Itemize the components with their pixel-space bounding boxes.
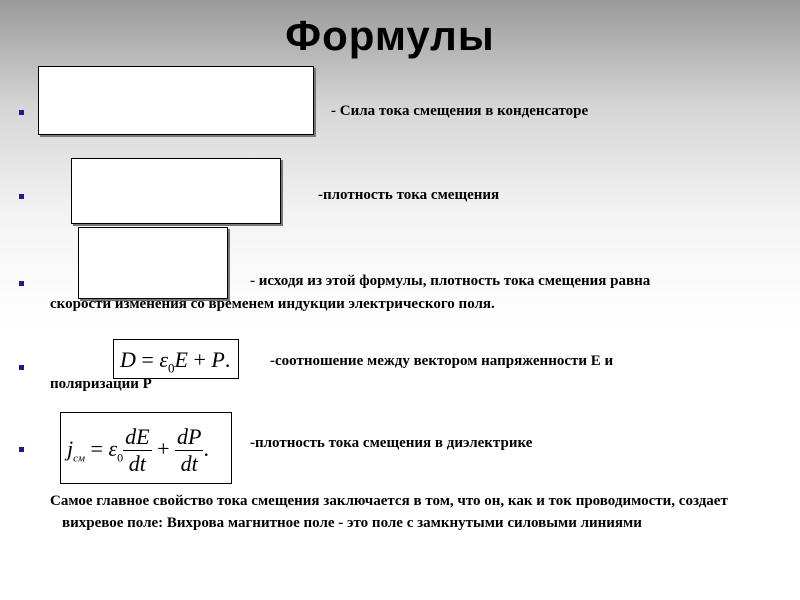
formula-5 (60, 412, 232, 484)
formula-5-den-1: dt (128, 451, 146, 477)
formula-4-eq: = (141, 347, 154, 372)
item-4-text-cont: поляризации Р (50, 376, 152, 392)
formula-4-eps-sub: 0 (167, 360, 175, 376)
formula-5-j: j (67, 436, 74, 461)
formula-5-num-2: dP (177, 424, 202, 450)
bullet-2 (19, 194, 24, 199)
formula-5-eq: = (90, 436, 103, 461)
slide-title: Формулы (285, 12, 495, 59)
formula-5-eps-sub: 0 (117, 450, 124, 465)
bullet-1 (19, 110, 24, 115)
formula-5-j-sub: cм (73, 452, 86, 465)
formula-5-frac-2 (175, 424, 203, 477)
formula-4-d: D (120, 347, 136, 372)
formula-1-box (38, 66, 314, 135)
formula-4-e: E (174, 347, 188, 372)
formula-5-plus: + (157, 436, 170, 461)
formula-4-eps: ε (159, 347, 168, 372)
item-5-text: -плотность тока смещения в диэлектрике (250, 435, 533, 451)
formula-5-den-2: dt (180, 451, 198, 477)
formula-5-eps: ε (108, 436, 118, 461)
item-3-text-cont: скорости изменения со временем индукции электрического поля. (50, 296, 495, 312)
item-2-text: -плотность тока смещения (318, 187, 500, 203)
item-3-text: - исходя из этой формулы, плотность тока смещения равна (250, 273, 651, 289)
formula-4-plus: + (193, 347, 206, 372)
summary-paragraph: Самое главное свойство тока смещения заключается в том, что он, как и ток проводимости, создает вихревое поле: Вихрова магнитное поле - это поле с замкнутыми силовыми линиями (50, 493, 728, 531)
bullet-5 (19, 447, 24, 452)
formula-5-dot: . (203, 436, 209, 461)
bullet-3 (19, 281, 24, 286)
formula-2-box (71, 158, 281, 224)
formula-3-box (78, 227, 228, 299)
item-4-text: -соотношение между вектором напряженности Е и (270, 353, 614, 369)
bullet-4 (19, 365, 24, 370)
item-1-text: - Сила тока смещения в конденсаторе (331, 103, 589, 119)
formula-4-p: P (211, 347, 225, 372)
formula-5-num-1: dE (125, 424, 150, 450)
formula-4-dot: . (224, 347, 231, 372)
formula-5-frac-1 (123, 424, 151, 477)
